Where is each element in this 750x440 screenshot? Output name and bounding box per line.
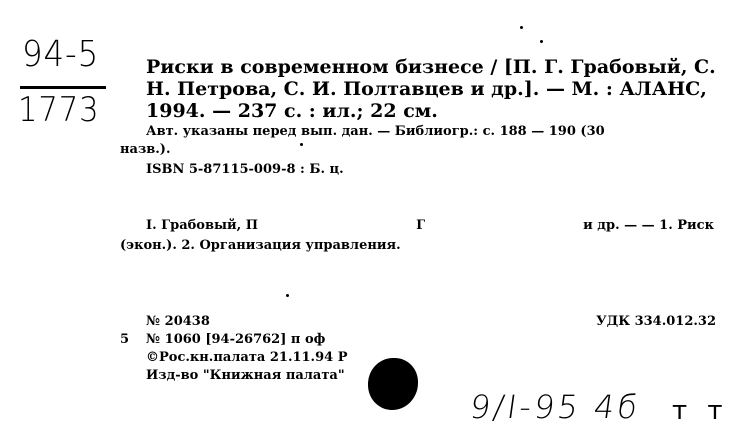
book-chamber-line: ©Рос.кн.палата 21.11.94 Р <box>146 350 348 365</box>
record-number: № 20438 <box>146 314 210 329</box>
udc-code: УДК 334.012.32 <box>596 314 716 329</box>
ink-blot <box>368 358 418 410</box>
handwritten-inventory-number: 9/І-95 4б <box>467 388 643 426</box>
ink-speck <box>300 143 303 146</box>
call-number-top: 94-5 <box>22 34 100 75</box>
title-line-1: Риски в современном бизнесе / [П. Г. Грабовый, С. <box>146 56 716 78</box>
ink-speck <box>540 40 543 43</box>
note-line-2: назв.). <box>120 142 171 157</box>
tracing-part-2: Г <box>416 218 426 233</box>
title-line-3: 1994. — 237 с. : ил.; 22 см. <box>146 100 438 122</box>
isbn-line: ISBN 5-87115-009-8 : Б. ц. <box>146 162 344 177</box>
ink-speck <box>286 294 289 297</box>
note-line-1: Авт. указаны перед вып. дан. — Библиогр.: с. 188 — 190 (30 <box>146 124 605 139</box>
ink-speck <box>520 26 523 29</box>
title-line-2: Н. Петрова, С. И. Полтавцев и др.]. — М. : АЛАНС, <box>146 78 707 100</box>
copies-count: 5 <box>120 332 130 347</box>
publisher-line: Изд-во "Книжная палата" <box>146 368 345 383</box>
call-number-bottom: 1773 <box>18 90 100 130</box>
order-line: № 1060 [94-26762] п оф <box>146 332 326 347</box>
tracing-part-3: и др. — — 1. Риск <box>583 218 714 233</box>
tracing-part-1: I. Грабовый, П <box>146 218 258 233</box>
tracing-line-2: (экон.). 2. Организация управления. <box>120 238 401 253</box>
call-number-divider <box>20 86 106 89</box>
handwritten-marks: т т <box>672 396 729 426</box>
tracing-line-1 <box>146 218 714 233</box>
